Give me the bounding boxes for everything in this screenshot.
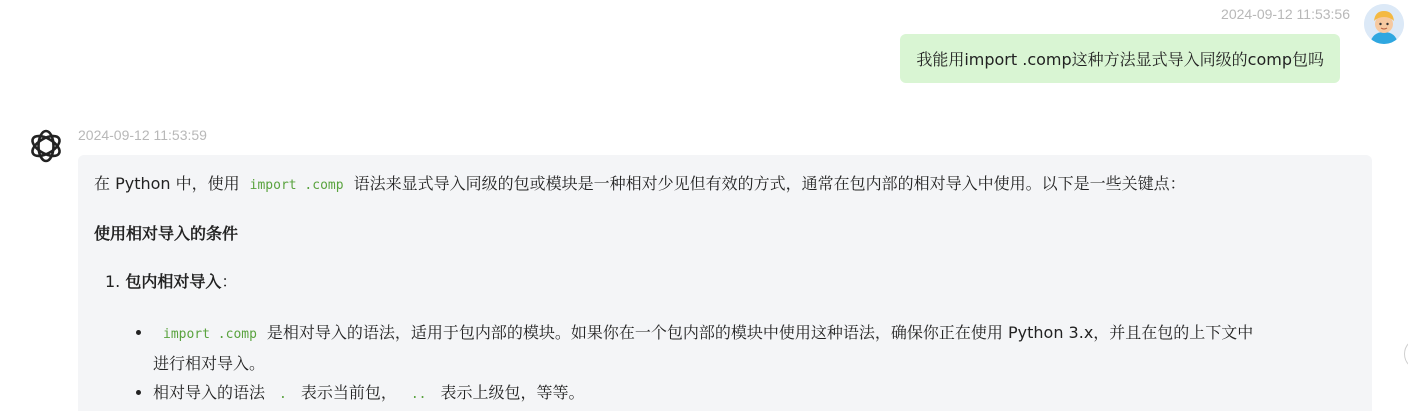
bullet-item (153, 318, 1356, 378)
inline-code: import .comp (249, 178, 344, 193)
intro-text-post: 语法来显式导入同级的包或模块是一种相对少见但有效的方式，通常在包内部的相对导入中使用。以下是一些关键点： (353, 174, 1186, 193)
inline-code: import .comp (163, 327, 257, 342)
ordered-list-item (94, 267, 1356, 296)
list-item-suffix: ： (221, 272, 238, 291)
intro-paragraph (94, 169, 1356, 200)
bullet-text-continued: 进行相对导入。 (153, 354, 266, 373)
bullet-text: 是相对导入的语法，适用于包内部的模块。如果你在一个包内部的模块中使用这种语法，确保你正在使用 Python 3.x，并且在包的上下文中 (266, 323, 1254, 342)
bullet-text: 表示当前包， (300, 383, 397, 402)
list-item-title: 包内相对导入 (125, 272, 222, 291)
intro-text-pre: 在 Python 中，使用 (94, 174, 240, 193)
list-number: 1. (105, 272, 121, 291)
user-avatar-icon (1364, 4, 1404, 44)
bullet-list (94, 318, 1356, 409)
bullet-text: 相对导入的语法 (153, 383, 266, 402)
user-message-bubble: 我能用import .comp这种方法显式导入同级的comp包吗 (900, 34, 1340, 83)
user-avatar[interactable] (1364, 4, 1404, 44)
scroll-to-bottom-button[interactable] (1404, 338, 1408, 370)
bullet-item (153, 378, 1356, 409)
inline-code: .. (410, 387, 427, 402)
inline-code: . (279, 387, 287, 402)
bullet-text: 表示上级包，等等。 (440, 383, 585, 402)
assistant-message-timestamp: 2024-09-12 11:53:59 (78, 127, 207, 143)
openai-logo-icon (26, 126, 66, 166)
assistant-avatar (26, 126, 66, 166)
section-heading: 使用相对导入的条件 (94, 224, 239, 243)
assistant-message-card (78, 155, 1372, 411)
user-message-timestamp: 2024-09-12 11:53:56 (1221, 6, 1350, 22)
